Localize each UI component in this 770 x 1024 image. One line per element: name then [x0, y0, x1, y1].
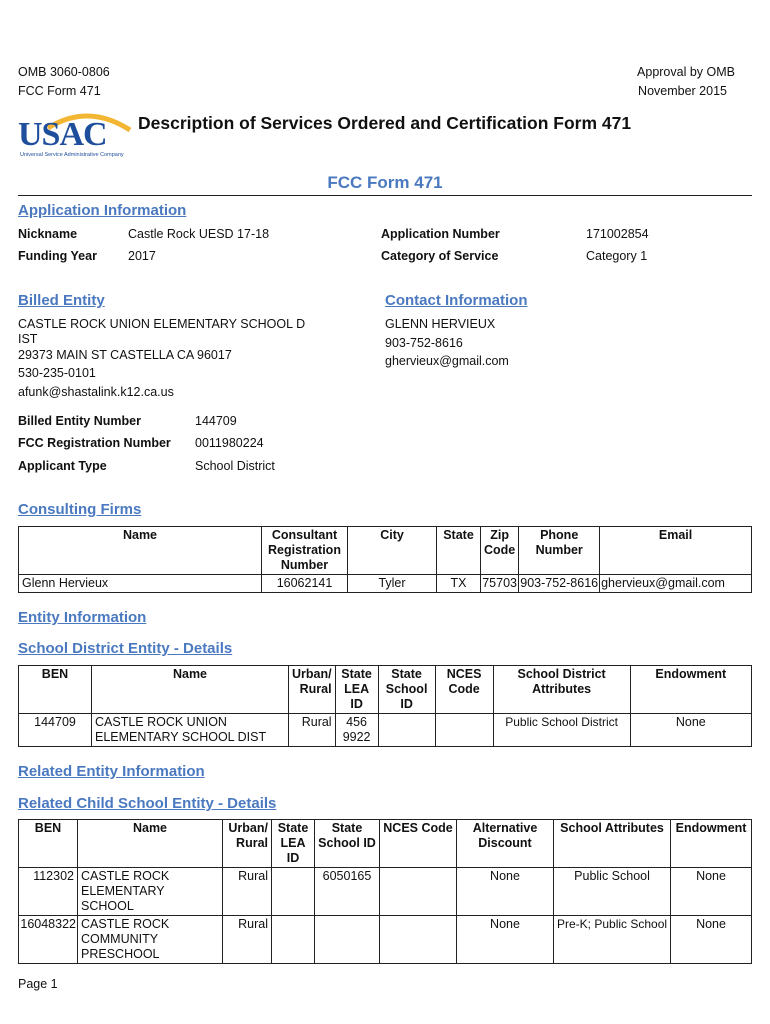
- fcc-registration-value: 0011980224: [195, 436, 264, 450]
- applicant-type-label: Applicant Type: [18, 459, 107, 473]
- logo-subtext: Universal Service Administrative Company: [20, 152, 124, 158]
- form-number: FCC Form 471: [18, 84, 101, 98]
- billed-entity-phone: 530-235-0101: [18, 366, 96, 380]
- table-cell: 16048322: [19, 916, 78, 964]
- contact-name: GLENN HERVIEUX: [385, 317, 496, 331]
- table-cell: [435, 714, 493, 747]
- billed-entity-address: 29373 MAIN ST CASTELLA CA 96017: [18, 348, 232, 362]
- application-info-heading: Application Information: [18, 202, 187, 219]
- column-header: School District Attributes: [493, 666, 630, 714]
- applicant-type-value: School District: [195, 459, 275, 473]
- nickname-label: Nickname: [18, 227, 78, 241]
- table-cell: [380, 916, 457, 964]
- table-cell: CASTLE ROCK ELEMENTARY SCHOOL: [78, 868, 223, 916]
- column-header: State LEA ID: [335, 666, 378, 714]
- omb-approval: Approval by OMB: [637, 65, 735, 79]
- column-header: BEN: [19, 666, 92, 714]
- nickname-value: Castle Rock UESD 17-18: [128, 227, 270, 241]
- table-cell: Tyler: [348, 575, 437, 593]
- related-child-heading: Related Child School Entity - Details: [18, 795, 277, 812]
- consulting-firms-table: [18, 526, 752, 593]
- column-header: Name: [19, 527, 262, 575]
- billed-entity-email: afunk@shastalink.k12.ca.us: [18, 385, 174, 399]
- school-district-table: [18, 665, 752, 747]
- page-title: Description of Services Ordered and Certification Form 471: [138, 113, 632, 133]
- entity-info-heading: Entity Information: [18, 609, 147, 626]
- contact-info-heading: Contact Information: [385, 292, 528, 309]
- table-header-row: [19, 527, 752, 575]
- column-header: State School ID: [378, 666, 435, 714]
- billed-entity-heading: Billed Entity: [18, 292, 105, 309]
- category-value: Category 1: [586, 249, 648, 263]
- column-header: Email: [600, 527, 752, 575]
- table-cell: None: [671, 916, 752, 964]
- logo-text: USAC: [18, 116, 107, 153]
- table-cell: 456 9922: [335, 714, 378, 747]
- column-header: Endowment: [630, 666, 751, 714]
- column-header: Zip Code: [481, 527, 519, 575]
- column-header: Urban/ Rural: [289, 666, 336, 714]
- table-cell: [380, 868, 457, 916]
- column-header: Name: [92, 666, 289, 714]
- application-number-label: Application Number: [381, 227, 500, 241]
- table-cell: 16062141: [262, 575, 348, 593]
- contact-email: ghervieux@gmail.com: [385, 354, 509, 368]
- column-header: Endowment: [671, 820, 752, 868]
- table-cell: 144709: [19, 714, 92, 747]
- category-label: Category of Service: [381, 249, 499, 263]
- table-cell: ghervieux@gmail.com: [600, 575, 752, 593]
- column-header: Consultant Registration Number: [262, 527, 348, 575]
- column-header: City: [348, 527, 437, 575]
- related-child-table: [18, 819, 752, 964]
- form-subtitle: FCC Form 471: [327, 173, 443, 192]
- table-cell: Public School: [554, 868, 671, 916]
- table-cell: Public School District: [493, 714, 630, 747]
- billed-entity-name-line2: IST: [18, 332, 38, 346]
- column-header: NCES Code: [435, 666, 493, 714]
- column-header: Phone Number: [519, 527, 600, 575]
- column-header: School Attributes: [554, 820, 671, 868]
- header-divider: [18, 195, 752, 196]
- related-entity-heading: Related Entity Information: [18, 763, 205, 780]
- application-number-value: 171002854: [586, 227, 649, 241]
- table-cell: Pre-K; Public School: [554, 916, 671, 964]
- fcc-registration-label: FCC Registration Number: [18, 436, 171, 450]
- table-cell: 6050165: [315, 868, 380, 916]
- column-header: State: [437, 527, 481, 575]
- school-district-heading: School District Entity - Details: [18, 640, 233, 657]
- table-cell: 75703: [481, 575, 519, 593]
- table-cell: [272, 916, 315, 964]
- ben-label: Billed Entity Number: [18, 414, 141, 428]
- table-cell: CASTLE ROCK COMMUNITY PRESCHOOL: [78, 916, 223, 964]
- billed-entity-name-line1: CASTLE ROCK UNION ELEMENTARY SCHOOL D: [18, 317, 306, 331]
- column-header: Alternative Discount: [457, 820, 554, 868]
- table-row: [19, 916, 752, 964]
- table-cell: Rural: [289, 714, 336, 747]
- column-header: State School ID: [315, 820, 380, 868]
- page-number: Page 1: [18, 977, 58, 991]
- table-header-row: [19, 820, 752, 868]
- ben-value: 144709: [195, 414, 237, 428]
- table-cell: Rural: [223, 868, 272, 916]
- approval-date: November 2015: [638, 84, 727, 98]
- table-row: [19, 575, 752, 593]
- table-cell: [378, 714, 435, 747]
- column-header: Name: [78, 820, 223, 868]
- table-cell: TX: [437, 575, 481, 593]
- funding-year-value: 2017: [128, 249, 156, 263]
- table-cell: CASTLE ROCK UNION ELEMENTARY SCHOOL DIST: [92, 714, 289, 747]
- table-cell: None: [630, 714, 751, 747]
- consulting-firms-heading: Consulting Firms: [18, 501, 142, 518]
- contact-phone: 903-752-8616: [385, 336, 463, 350]
- omb-number: OMB 3060-0806: [18, 65, 110, 79]
- table-header-row: [19, 666, 752, 714]
- usac-logo: [18, 108, 133, 163]
- column-header: NCES Code: [380, 820, 457, 868]
- table-cell: 903-752-8616: [519, 575, 600, 593]
- column-header: State LEA ID: [272, 820, 315, 868]
- table-cell: [272, 868, 315, 916]
- table-cell: None: [671, 868, 752, 916]
- table-cell: [315, 916, 380, 964]
- table-cell: 112302: [19, 868, 78, 916]
- table-row: [19, 714, 752, 747]
- table-cell: None: [457, 916, 554, 964]
- column-header: Urban/ Rural: [223, 820, 272, 868]
- funding-year-label: Funding Year: [18, 249, 97, 263]
- table-cell: None: [457, 868, 554, 916]
- table-cell: Rural: [223, 916, 272, 964]
- table-row: [19, 868, 752, 916]
- table-cell: Glenn Hervieux: [19, 575, 262, 593]
- column-header: BEN: [19, 820, 78, 868]
